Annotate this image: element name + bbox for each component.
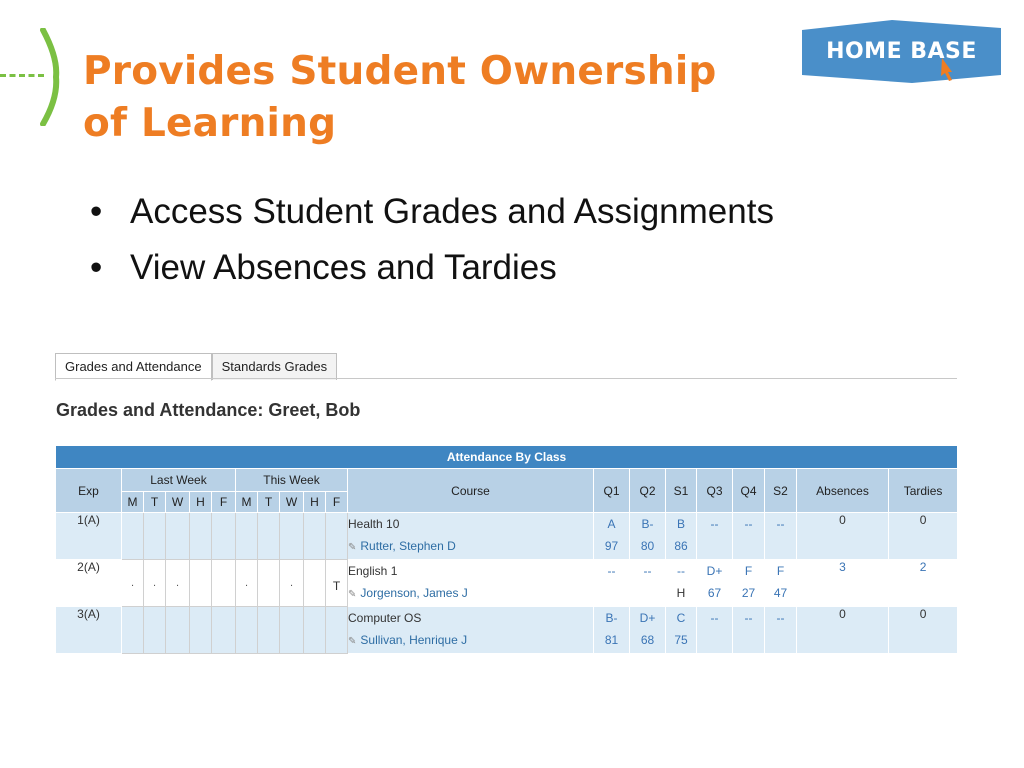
bullet-text: View Absences and Tardies bbox=[130, 248, 557, 287]
bullet-dot-icon: • bbox=[90, 248, 103, 287]
grade-cell-q3[interactable] bbox=[697, 560, 733, 607]
grade-letter[interactable]: -- bbox=[710, 611, 719, 625]
grade-cell-s2[interactable] bbox=[765, 513, 797, 560]
attendance-day-cell bbox=[212, 607, 236, 654]
attendance-day-cell: . bbox=[280, 560, 304, 607]
course-cell bbox=[348, 560, 594, 607]
header-s2: S2 bbox=[765, 469, 797, 513]
grade-letter[interactable]: B- bbox=[605, 611, 618, 625]
attendance-day-cell: . bbox=[144, 560, 166, 607]
attendance-day-cell bbox=[280, 513, 304, 560]
header-exp: Exp bbox=[56, 469, 122, 513]
tab-grades-and-attendance[interactable]: Grades and Attendance bbox=[55, 353, 212, 381]
grade-letter[interactable]: -- bbox=[744, 611, 753, 625]
grade-cell-s2[interactable] bbox=[765, 560, 797, 607]
grade-letter[interactable]: -- bbox=[643, 564, 652, 578]
grade-cell-s1[interactable] bbox=[666, 607, 697, 654]
exp-cell: 2(A) bbox=[56, 560, 122, 607]
tab-bar bbox=[55, 353, 337, 379]
grade-letter[interactable]: B- bbox=[641, 517, 654, 531]
grade-cell-q2[interactable] bbox=[630, 607, 666, 654]
absences-link[interactable]: 3 bbox=[797, 560, 889, 607]
grade-letter[interactable]: -- bbox=[677, 564, 685, 578]
absences-cell: 0 bbox=[797, 607, 889, 654]
grade-letter[interactable]: -- bbox=[607, 564, 616, 578]
grade-cell-q1[interactable] bbox=[594, 513, 630, 560]
grade-cell-q1[interactable] bbox=[594, 560, 630, 607]
grade-cell-q2[interactable] bbox=[630, 513, 666, 560]
header-last-week: Last Week bbox=[122, 469, 236, 492]
grade-percent[interactable]: 81 bbox=[604, 633, 619, 647]
attendance-day-cell bbox=[326, 513, 348, 560]
grade-percent[interactable]: 67 bbox=[707, 586, 722, 600]
header-q2: Q2 bbox=[630, 469, 666, 513]
header-q4: Q4 bbox=[733, 469, 765, 513]
bullet-dot-icon: • bbox=[90, 192, 103, 231]
attendance-day-cell bbox=[236, 607, 258, 654]
course-name: Health 10 bbox=[348, 517, 400, 531]
header-day: W bbox=[280, 492, 304, 513]
grade-cell-q2[interactable] bbox=[630, 560, 666, 607]
course-cell bbox=[348, 607, 594, 654]
header-day: M bbox=[236, 492, 258, 513]
attendance-day-cell bbox=[326, 607, 348, 654]
attendance-day-cell bbox=[190, 607, 212, 654]
header-day: M bbox=[122, 492, 144, 513]
course-name: Computer OS bbox=[348, 611, 422, 625]
teacher-icon: ✎ bbox=[348, 542, 357, 553]
header-day: H bbox=[304, 492, 326, 513]
attendance-day-cell bbox=[304, 607, 326, 654]
attendance-day-cell bbox=[212, 560, 236, 607]
grade-cell-q4[interactable] bbox=[733, 560, 765, 607]
grade-letter[interactable]: D+ bbox=[639, 611, 656, 625]
header-q1: Q1 bbox=[594, 469, 630, 513]
header-day: T bbox=[258, 492, 280, 513]
grade-cell-q4[interactable] bbox=[733, 513, 765, 560]
grade-letter[interactable]: A bbox=[607, 517, 616, 531]
grade-letter[interactable]: C bbox=[676, 611, 686, 625]
attendance-day-cell bbox=[258, 607, 280, 654]
tab-standards-grades[interactable]: Standards Grades bbox=[212, 353, 338, 380]
attendance-day-cell bbox=[144, 513, 166, 560]
grade-letter[interactable]: -- bbox=[776, 611, 785, 625]
attendance-day-cell bbox=[122, 607, 144, 654]
decorative-dashed-line bbox=[0, 74, 44, 77]
grade-letter[interactable]: D+ bbox=[706, 564, 723, 578]
attendance-day-cell bbox=[122, 513, 144, 560]
table-row bbox=[56, 560, 958, 607]
attendance-day-cell bbox=[212, 513, 236, 560]
attendance-day-cell bbox=[190, 560, 212, 607]
header-day: F bbox=[212, 492, 236, 513]
slide-title bbox=[83, 46, 783, 150]
grade-cell-q3[interactable] bbox=[697, 513, 733, 560]
grade-cell-s1[interactable] bbox=[666, 513, 697, 560]
attendance-day-cell bbox=[166, 607, 190, 654]
attendance-table bbox=[55, 445, 957, 654]
header-day: H bbox=[190, 492, 212, 513]
grade-cell-s1[interactable] bbox=[666, 560, 697, 607]
bullet-list bbox=[88, 184, 774, 296]
grade-cell-q4[interactable] bbox=[733, 607, 765, 654]
grade-cell-s2[interactable] bbox=[765, 607, 797, 654]
grade-letter[interactable]: B bbox=[676, 517, 685, 531]
attendance-day-cell: . bbox=[166, 560, 190, 607]
attendance-day-cell bbox=[236, 513, 258, 560]
tab-divider bbox=[55, 378, 957, 379]
tardies-cell: 0 bbox=[889, 513, 958, 560]
grade-letter[interactable]: F bbox=[776, 564, 785, 578]
tardies-link[interactable]: 2 bbox=[889, 560, 958, 607]
attendance-day-cell bbox=[144, 607, 166, 654]
grade-percent[interactable]: 80 bbox=[640, 539, 655, 553]
decorative-bracket bbox=[40, 28, 62, 126]
slide-title-line-1: Provides Student Ownership bbox=[83, 49, 717, 94]
grade-percent[interactable]: H bbox=[676, 586, 686, 600]
grade-cell-q1[interactable] bbox=[594, 607, 630, 654]
exp-cell: 1(A) bbox=[56, 513, 122, 560]
header-day: T bbox=[144, 492, 166, 513]
header-s1: S1 bbox=[666, 469, 697, 513]
homebase-screenshot bbox=[55, 350, 957, 672]
section-heading: Grades and Attendance: Greet, Bob bbox=[56, 400, 361, 420]
grade-letter[interactable]: -- bbox=[776, 517, 785, 531]
exp-cell: 3(A) bbox=[56, 607, 122, 654]
tardies-cell: 0 bbox=[889, 607, 958, 654]
teacher-link[interactable]: Jorgenson, James J bbox=[360, 586, 468, 600]
grade-letter[interactable]: F bbox=[744, 564, 753, 578]
teacher-link[interactable]: Rutter, Stephen D bbox=[360, 539, 456, 553]
teacher-icon: ✎ bbox=[348, 636, 357, 647]
teacher-icon: ✎ bbox=[348, 589, 357, 600]
grade-cell-q3[interactable] bbox=[697, 607, 733, 654]
attendance-day-cell bbox=[280, 607, 304, 654]
header-tardies: Tardies bbox=[889, 469, 958, 513]
grade-percent[interactable]: 86 bbox=[674, 539, 688, 553]
grade-letter[interactable]: -- bbox=[710, 517, 719, 531]
grade-percent[interactable]: 47 bbox=[773, 586, 788, 600]
attendance-day-cell bbox=[258, 560, 280, 607]
teacher-link[interactable]: Sullivan, Henrique J bbox=[360, 633, 468, 647]
home-base-logo bbox=[802, 20, 1001, 83]
table-row bbox=[56, 513, 958, 560]
bullet-text: Access Student Grades and Assignments bbox=[130, 192, 774, 231]
bullet-item bbox=[88, 184, 774, 240]
course-cell bbox=[348, 513, 594, 560]
attendance-day-cell: T bbox=[326, 560, 348, 607]
grade-percent[interactable]: 97 bbox=[604, 539, 619, 553]
table-row bbox=[56, 607, 958, 654]
grade-percent[interactable]: 75 bbox=[674, 633, 688, 647]
course-name: English 1 bbox=[348, 564, 398, 578]
header-this-week: This Week bbox=[236, 469, 348, 492]
attendance-day-cell bbox=[190, 513, 212, 560]
header-absences: Absences bbox=[797, 469, 889, 513]
logo-text: HOME BASE bbox=[826, 39, 977, 64]
header-day: F bbox=[326, 492, 348, 513]
grade-percent[interactable]: 68 bbox=[640, 633, 655, 647]
header-day: W bbox=[166, 492, 190, 513]
absences-cell: 0 bbox=[797, 513, 889, 560]
attendance-day-cell bbox=[304, 560, 326, 607]
header-q3: Q3 bbox=[697, 469, 733, 513]
attendance-day-cell bbox=[166, 513, 190, 560]
header-course: Course bbox=[348, 469, 594, 513]
grade-percent[interactable]: 27 bbox=[741, 586, 756, 600]
bullet-item bbox=[88, 240, 774, 296]
attendance-day-cell: . bbox=[236, 560, 258, 607]
slide-title-line-2: of Learning bbox=[83, 101, 337, 146]
table-title: Attendance By Class bbox=[56, 446, 958, 469]
grade-letter[interactable]: -- bbox=[744, 517, 753, 531]
attendance-day-cell: . bbox=[122, 560, 144, 607]
attendance-day-cell bbox=[304, 513, 326, 560]
attendance-day-cell bbox=[258, 513, 280, 560]
